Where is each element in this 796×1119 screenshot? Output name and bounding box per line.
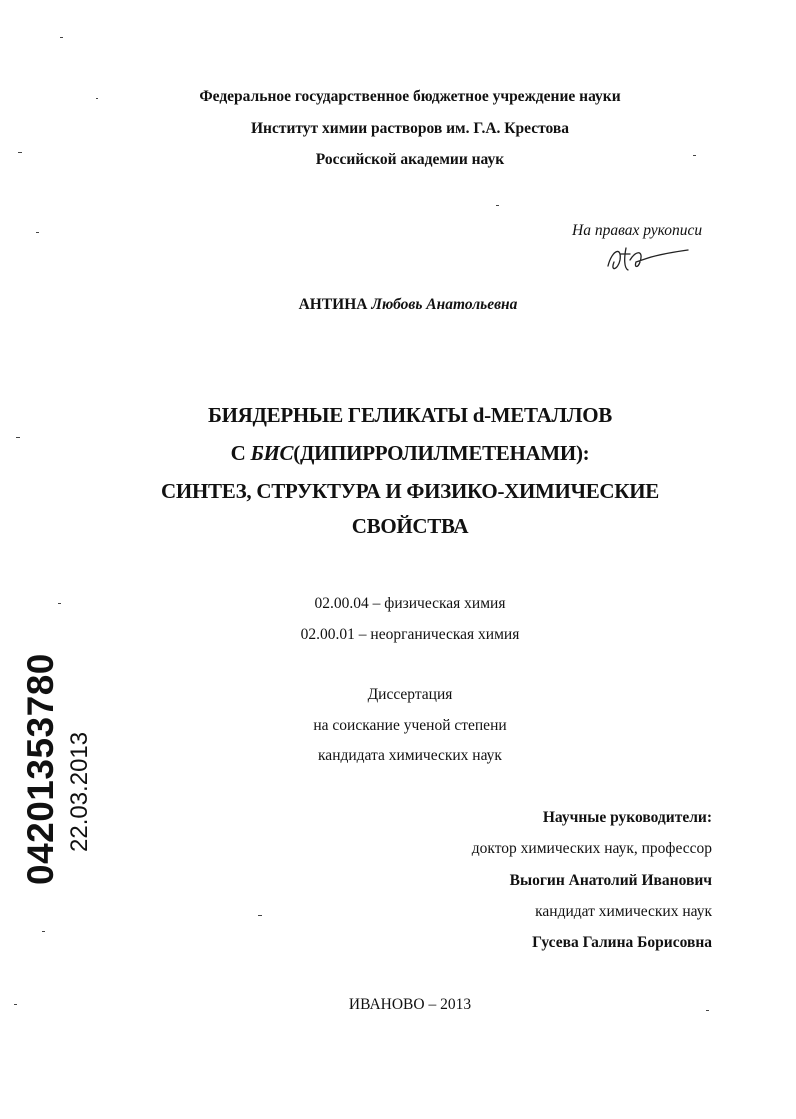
institution-line-1: Федеральное государственное бюджетное учреждение науки	[199, 88, 621, 105]
supervisor-2-name: Гусева Галина Борисовна	[532, 934, 712, 951]
library-stamp-date: 22.03.2013	[66, 731, 93, 852]
scan-speck	[693, 155, 696, 156]
supervisor-1-title: доктор химических наук, профессор	[471, 840, 712, 857]
scan-speck	[96, 98, 98, 99]
scan-speck	[16, 437, 20, 438]
signature-icon	[600, 240, 695, 276]
scan-speck	[36, 232, 39, 233]
specialty-2: 02.00.01 – неорганическая химия	[300, 626, 520, 643]
author-name	[10, 296, 796, 314]
institution-line-2: Институт химии растворов им. Г.А. Крестова	[250, 120, 569, 137]
scan-speck	[706, 1010, 709, 1011]
institution-line-3: Российской академии наук	[315, 151, 505, 168]
dissertation-line-3: кандидата химических наук	[318, 747, 502, 764]
scan-speck	[14, 1004, 17, 1005]
title-line-1: БИЯДЕРНЫЕ ГЕЛИКАТЫ d-МЕТАЛЛОВ	[208, 403, 612, 427]
scan-speck	[42, 931, 45, 932]
title-line-2-italic: БИС	[250, 441, 294, 465]
manuscript-rights-note: На правах рукописи	[572, 222, 703, 239]
title-line-2	[12, 441, 796, 466]
supervisor-1-name: Выогин Анатолий Иванович	[509, 872, 712, 889]
dissertation-line-2: на соискание ученой степени	[313, 717, 507, 734]
supervisors-heading: Научные руководители:	[542, 809, 712, 826]
dissertation-line-1: Диссертация	[367, 686, 453, 703]
scan-speck	[258, 915, 262, 916]
title-line-4: СВОЙСТВА	[351, 514, 469, 538]
place-year: ИВАНОВО – 2013	[348, 996, 472, 1013]
scan-speck	[18, 152, 22, 153]
author-given-names: Любовь Анатольевна	[371, 296, 518, 313]
supervisor-2-title: кандидат химических наук	[535, 903, 712, 920]
scan-speck	[60, 37, 63, 38]
author-surname: АНТИНА	[298, 296, 368, 313]
title-line-2-prefix: С	[230, 441, 251, 465]
library-stamp-code: 04201353780	[20, 653, 61, 885]
scan-speck	[496, 205, 499, 206]
specialty-1: 02.00.04 – физическая химия	[314, 595, 506, 612]
title-line-3: СИНТЕЗ, СТРУКТУРА И ФИЗИКО-ХИМИЧЕСКИЕ	[161, 479, 659, 503]
title-line-2-rest: (ДИПИРРОЛИЛМЕТЕНАМИ):	[293, 441, 590, 465]
scan-speck	[58, 603, 61, 604]
